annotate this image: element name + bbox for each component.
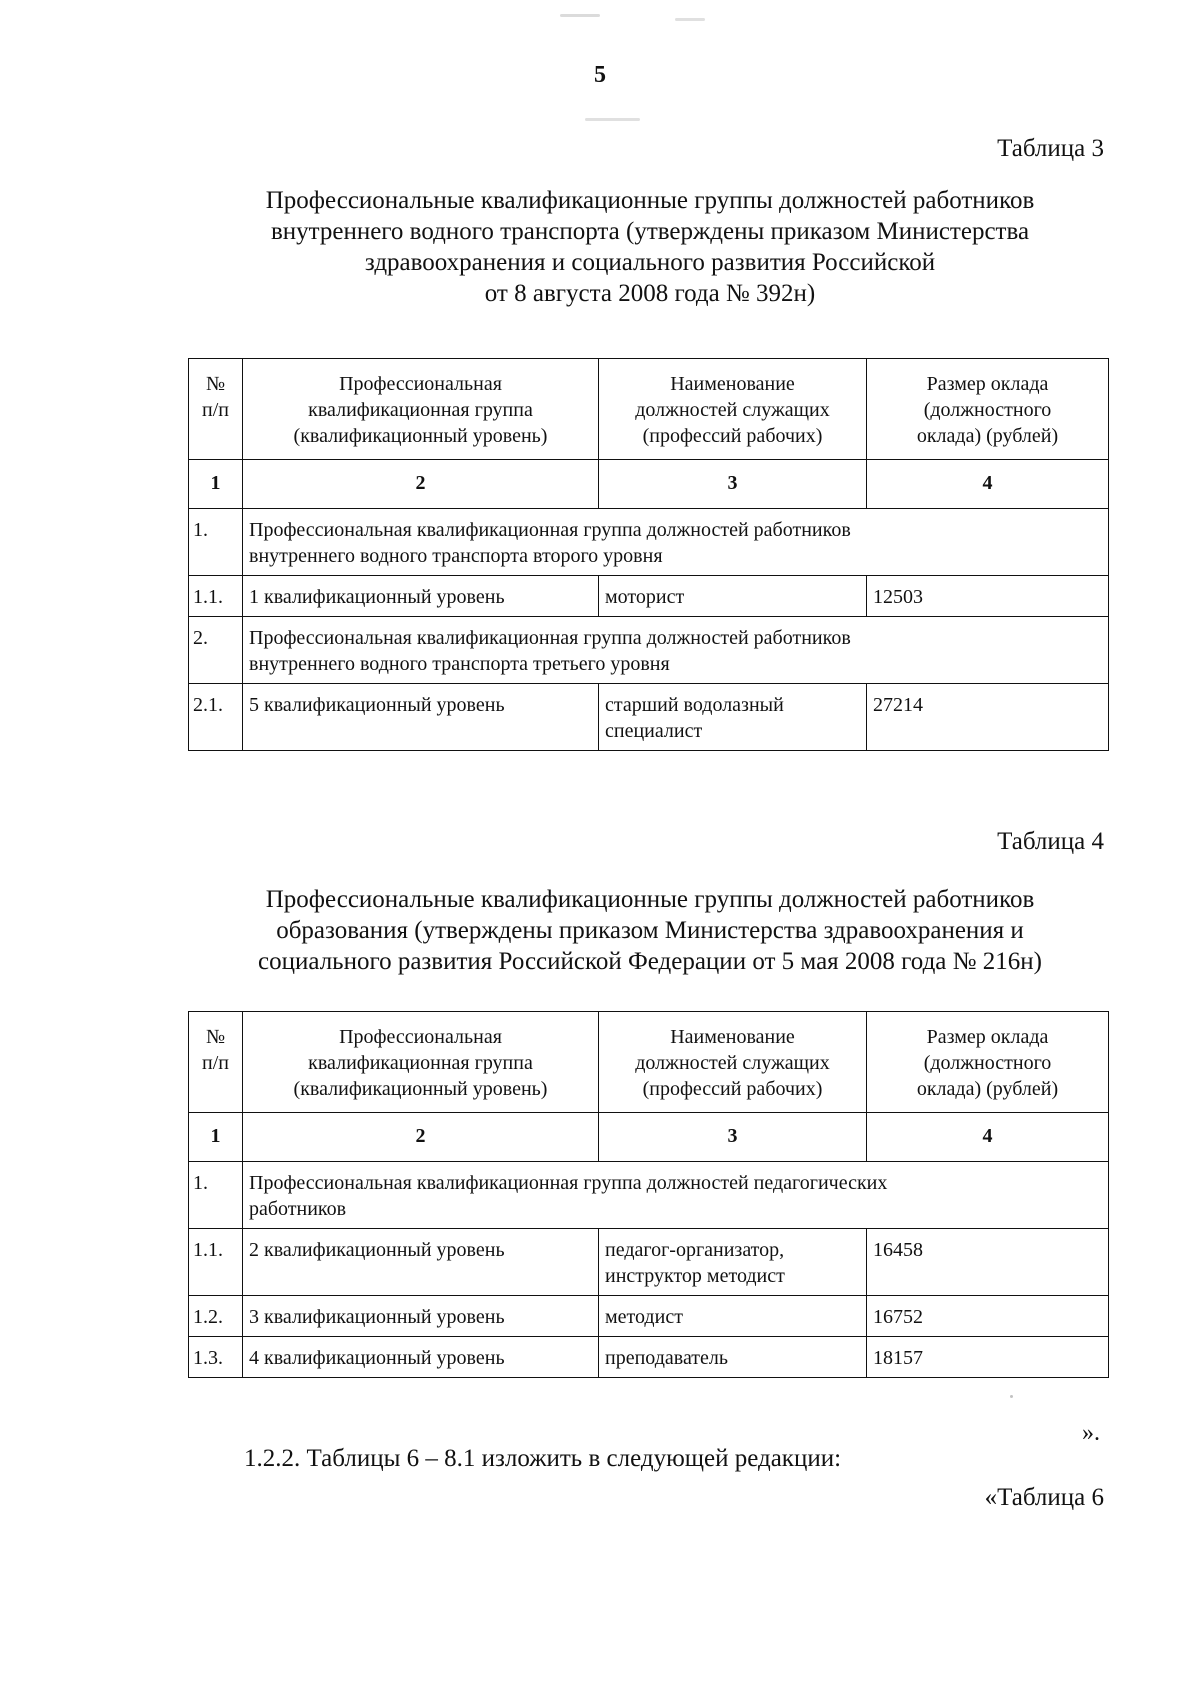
- position-line: преподаватель: [605, 1347, 729, 1369]
- header-line: №: [205, 1026, 226, 1048]
- table-row: [189, 509, 1109, 576]
- table-header-row: [189, 1012, 1109, 1113]
- qualification-level: 1 квалификационный уровень: [243, 576, 599, 617]
- next-table-label: «Таблица 6: [984, 1484, 1104, 1511]
- header-line: (профессий рабочих): [642, 425, 823, 447]
- position-name: [599, 1296, 867, 1337]
- header-position: [599, 1012, 867, 1113]
- table-row: [189, 1296, 1109, 1337]
- group-line: работников: [249, 1198, 347, 1220]
- column-number: 1: [189, 1113, 243, 1162]
- group-line: Профессиональная квалификационная группа должностей работников: [249, 519, 851, 541]
- salary-value: 18157: [867, 1337, 1109, 1378]
- salary-value: 12503: [867, 576, 1109, 617]
- header-line: Профессиональная: [339, 373, 502, 395]
- header-line: Размер оклада: [926, 1026, 1049, 1048]
- salary-value: 16752: [867, 1296, 1109, 1337]
- column-number: 1: [189, 460, 243, 509]
- position-line: методист: [605, 1306, 683, 1328]
- row-number: 1.: [189, 1162, 243, 1229]
- row-number: 2.1.: [189, 684, 243, 751]
- header-salary: [867, 359, 1109, 460]
- column-number: 2: [243, 460, 599, 509]
- caption-line: Профессиональные квалификационные группы должностей работников: [265, 187, 1035, 214]
- caption-line: внутреннего водного транспорта (утверждены приказом Министерства: [270, 218, 1030, 245]
- group-line: внутреннего водного транспорта третьего уровня: [249, 653, 670, 675]
- header-salary: [867, 1012, 1109, 1113]
- column-number-row: [189, 1113, 1109, 1162]
- table4: [188, 1011, 1109, 1378]
- header-line: Профессиональная: [339, 1026, 502, 1048]
- caption-line: социального развития Российской Федерации от 5 мая 2008 года № 216н): [258, 948, 1042, 975]
- qualification-level: 4 квалификационный уровень: [243, 1337, 599, 1378]
- salary-value: 16458: [867, 1229, 1109, 1296]
- position-name: [599, 1337, 867, 1378]
- qualification-level: 2 квалификационный уровень: [243, 1229, 599, 1296]
- header-num: [189, 359, 243, 460]
- header-line: (квалификационный уровень): [293, 425, 548, 447]
- column-number: 4: [867, 460, 1109, 509]
- row-number: 1.3.: [189, 1337, 243, 1378]
- position-name: [599, 1229, 867, 1296]
- table-header-row: [189, 359, 1109, 460]
- header-line: Наименование: [670, 1026, 795, 1048]
- group-title: [243, 1162, 1109, 1229]
- row-number: 1.1.: [189, 576, 243, 617]
- salary-value: 27214: [867, 684, 1109, 751]
- table-row: [189, 617, 1109, 684]
- header-line: (должностного: [923, 399, 1052, 421]
- header-line: п/п: [202, 1052, 229, 1074]
- table4-caption: [190, 884, 1110, 977]
- row-number: 1.1.: [189, 1229, 243, 1296]
- table3: [188, 358, 1109, 751]
- table-row: [189, 576, 1109, 617]
- caption-line: Профессиональные квалификационные группы должностей работников: [265, 886, 1035, 913]
- position-line: специалист: [605, 720, 703, 742]
- header-line: (профессий рабочих): [642, 1078, 823, 1100]
- header-line: квалификационная группа: [308, 399, 533, 421]
- column-number-row: [189, 460, 1109, 509]
- table-row: [189, 1162, 1109, 1229]
- qualification-level: 5 квалификационный уровень: [243, 684, 599, 751]
- column-number: 4: [867, 1113, 1109, 1162]
- header-num: [189, 1012, 243, 1113]
- position-name: [599, 576, 867, 617]
- header-group: [243, 1012, 599, 1113]
- column-number: 3: [599, 460, 867, 509]
- group-title: [243, 617, 1109, 684]
- caption-line: образования (утверждены приказом Министерства здравоохранения и: [276, 917, 1024, 944]
- position-line: педагог-организатор,: [605, 1239, 785, 1261]
- table-row: [189, 1337, 1109, 1378]
- table-row: [189, 1229, 1109, 1296]
- page-number: 5: [594, 62, 606, 88]
- table3-label: Таблица 3: [997, 135, 1104, 162]
- table4-label: Таблица 4: [997, 828, 1104, 855]
- position-line: моторист: [605, 586, 685, 608]
- table3-caption: [190, 185, 1110, 309]
- qualification-level: 3 квалификационный уровень: [243, 1296, 599, 1337]
- group-line: Профессиональная квалификационная группа должностей педагогических: [249, 1172, 888, 1194]
- header-position: [599, 359, 867, 460]
- scan-artifact: [1010, 1395, 1013, 1398]
- header-line: (квалификационный уровень): [293, 1078, 548, 1100]
- scan-artifact: [560, 14, 600, 17]
- position-line: старший водолазный: [605, 694, 784, 716]
- caption-line: здравоохранения и социального развития Российской: [364, 249, 936, 276]
- closing-quote: ».: [1082, 1420, 1100, 1446]
- header-line: Размер оклада: [926, 373, 1049, 395]
- header-line: оклада) (рублей): [916, 1078, 1059, 1100]
- column-number: 2: [243, 1113, 599, 1162]
- header-line: №: [205, 373, 226, 395]
- header-line: оклада) (рублей): [916, 425, 1059, 447]
- table-row: [189, 684, 1109, 751]
- group-line: внутреннего водного транспорта второго уровня: [249, 545, 663, 567]
- amendment-text: 1.2.2. Таблицы 6 – 8.1 изложить в следующей редакции:: [244, 1445, 842, 1472]
- header-group: [243, 359, 599, 460]
- position-name: [599, 684, 867, 751]
- header-line: квалификационная группа: [308, 1052, 533, 1074]
- row-number: 1.2.: [189, 1296, 243, 1337]
- header-line: (должностного: [923, 1052, 1052, 1074]
- position-line: инструктор методист: [605, 1265, 785, 1287]
- scan-artifact: [585, 118, 640, 121]
- caption-line: от 8 августа 2008 года № 392н): [484, 280, 816, 307]
- header-line: Наименование: [670, 373, 795, 395]
- header-line: должностей служащих: [635, 399, 830, 421]
- scan-artifact: [675, 18, 705, 21]
- group-line: Профессиональная квалификационная группа должностей работников: [249, 627, 851, 649]
- header-line: п/п: [202, 399, 229, 421]
- column-number: 3: [599, 1113, 867, 1162]
- row-number: 1.: [189, 509, 243, 576]
- row-number: 2.: [189, 617, 243, 684]
- header-line: должностей служащих: [635, 1052, 830, 1074]
- group-title: [243, 509, 1109, 576]
